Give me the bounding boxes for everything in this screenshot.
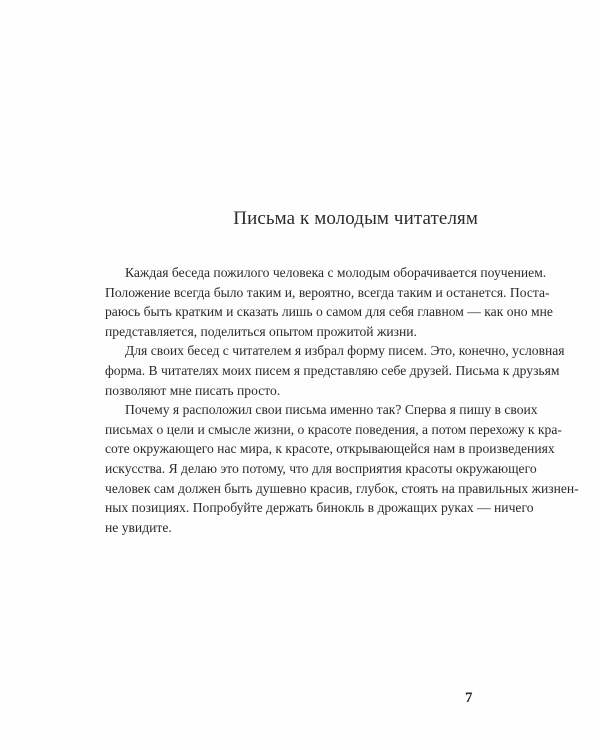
text-line: представляется, поделиться опытом прожитой жизни. xyxy=(105,323,417,339)
text-line: письмах о цели и смысле жизни, о красоте поведения, а потом перехожу к кра- xyxy=(105,421,562,437)
text-line: раюсь быть кратким и сказать лишь о самом для себя главном — как оно мне xyxy=(105,304,553,320)
paragraph xyxy=(105,263,553,341)
text-line: не увидите. xyxy=(105,519,172,535)
chapter-title: Письма к молодым читателям xyxy=(233,208,478,229)
text-line: человек сам должен быть душевно красив, глубок, стоять на правильных жизнен- xyxy=(105,480,579,496)
text-line: Для своих бесед с читателем я избрал форму писем. Это, конечно, условная xyxy=(125,343,565,359)
text-line: форма. В читателях моих писем я представляю себе друзей. Письма к друзьям xyxy=(105,362,560,378)
text-line: соте окружающего нас мира, к красоте, открывающейся нам в произведениях xyxy=(105,441,555,457)
text-line: Положение всегда было таким и, вероятно, всегда таким и останется. Поста- xyxy=(105,284,550,300)
text-line: Каждая беседа пожилого человека с молодым оборачивается поучением. xyxy=(125,265,547,280)
text-line: искусства. Я делаю это потому, что для восприятия красоты окружающего xyxy=(105,460,537,476)
paragraph xyxy=(105,400,579,537)
paragraph xyxy=(105,341,565,400)
text-line: позволяют мне писать просто. xyxy=(105,382,281,398)
body-text xyxy=(105,263,579,537)
text-line: ных позициях. Попробуйте держать бинокль в дрожащих руках — ничего xyxy=(105,500,534,516)
text-line: Почему я расположил свои письма именно так? Сперва я пишу в своих xyxy=(125,402,538,418)
page-number: 7 xyxy=(465,690,473,706)
